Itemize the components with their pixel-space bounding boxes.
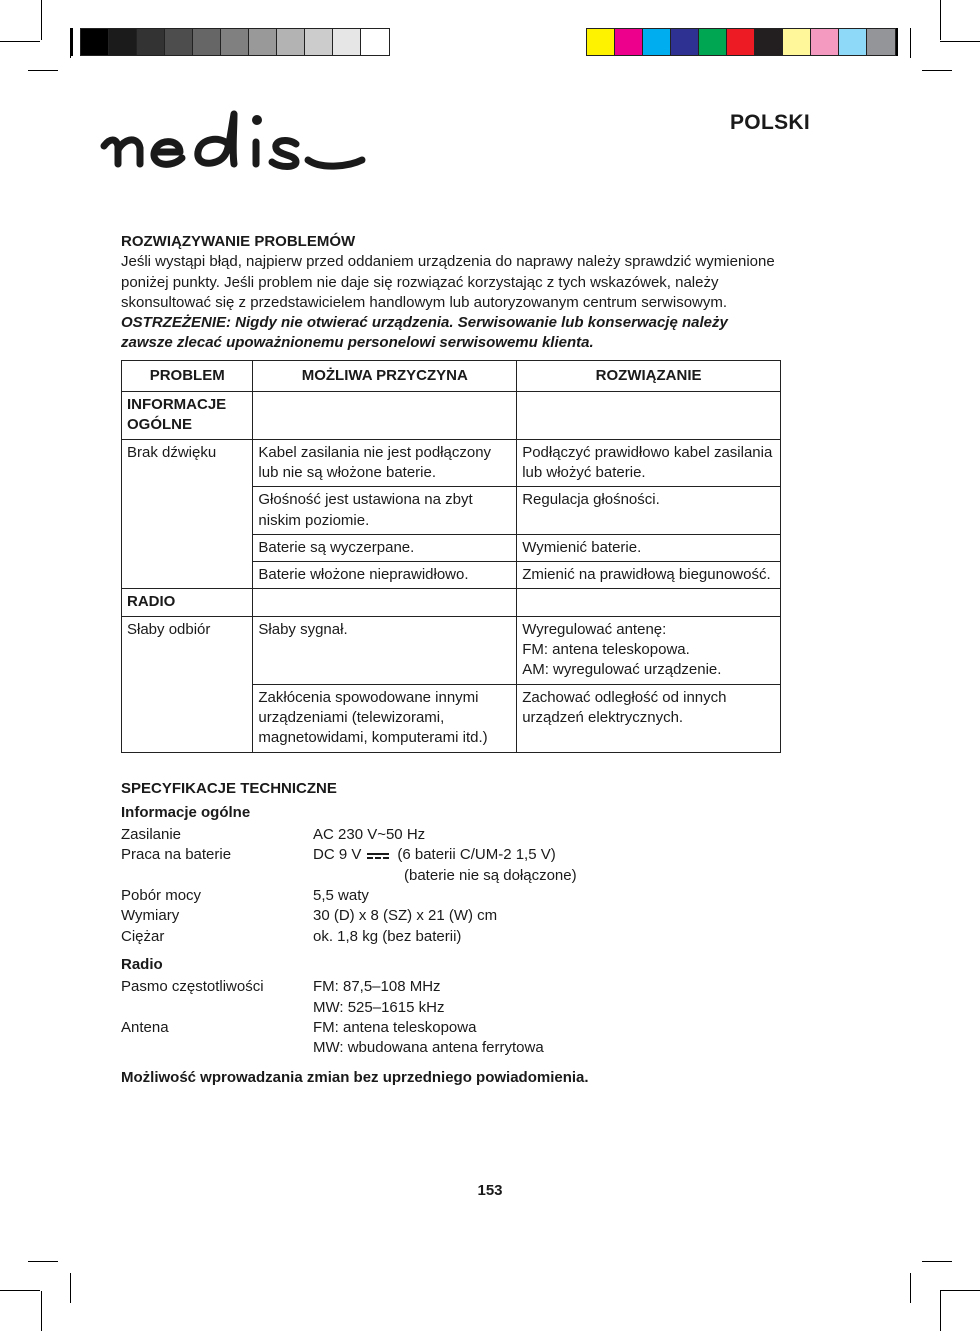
solution-cell: Regulacja głośności. [517,487,781,535]
crop-mark [940,0,941,40]
color-swatch [109,29,137,55]
spec-value: 5,5 waty [313,887,369,905]
spec-value: ok. 1,8 kg (bez baterii) [313,927,462,945]
table-row [122,616,781,684]
spec-label: Pobór mocy [121,887,202,905]
crop-mark [940,1291,941,1331]
color-swatch [221,29,249,55]
color-swatch [277,29,305,55]
spec-row [121,927,781,947]
register-line [71,28,73,56]
cause-cell: Kabel zasilania nie jest podłączony lub nie są włożone baterie. [253,439,517,487]
spec-value: MW: 525–1615 kHz [313,998,445,1016]
color-swatch [193,29,221,55]
section-general: INFORMACJE OGÓLNE [122,392,253,440]
header-problem: PROBLEM [122,360,253,391]
color-swatch [755,29,783,55]
crop-mark [922,70,952,71]
cause-cell: Słaby sygnał. [253,616,517,684]
spec-row [121,886,781,906]
crop-mark [922,1261,952,1262]
header-cause: MOŻLIWA PRZYCZYNA [253,360,517,391]
table-header-row [122,360,781,391]
color-swatch [839,29,867,55]
color-swatch [671,29,699,55]
color-swatch [587,29,615,55]
spec-row [121,825,781,845]
main-content [121,232,781,1104]
crop-mark [28,70,58,71]
solution-line: Wyregulować antenę: [522,620,667,638]
cause-cell: Baterie są wyczerpane. [253,534,517,561]
problem-weak-reception: Słaby odbiór [122,616,253,752]
crop-mark [910,28,911,58]
crop-mark [41,1291,42,1331]
spec-detail: (baterie nie są dołączone) [404,866,577,884]
color-swatch [333,29,361,55]
specifications [121,779,781,1089]
solution-cell: Zmienić na prawidłową biegunowość. [517,562,781,589]
crop-mark [41,0,42,40]
crop-mark [70,1273,71,1303]
spec-label: Ciężar [121,927,165,945]
solution-cell [517,616,781,684]
spec-value: FM: 87,5–108 MHz [313,978,441,996]
page-number: 153 [477,1182,503,1199]
spec-label: Wymiary [121,907,180,925]
color-swatch [699,29,727,55]
spec-row [121,1018,781,1059]
color-swatch [361,29,389,55]
crop-mark [910,1273,911,1303]
color-swatch [615,29,643,55]
solution-cell: Podłączyć prawidłowo kabel zasilania lub włożyć baterie. [517,439,781,487]
color-swatch [305,29,333,55]
color-swatch [137,29,165,55]
color-swatch [643,29,671,55]
crop-mark [0,41,40,42]
grayscale-bar [80,28,390,56]
specs-general-title: Informacje ogólne [121,803,251,821]
table-row [122,392,781,440]
crop-mark [0,1290,40,1291]
crop-mark [940,41,980,42]
crop-mark [940,1290,980,1291]
spec-value: AC 230 V~50 Hz [313,826,426,844]
solution-line: FM: antena teleskopowa. [522,641,690,659]
color-swatch [783,29,811,55]
color-swatch [165,29,193,55]
color-swatch [867,29,895,55]
spec-value: 30 (D) x 8 (SZ) x 21 (W) cm [313,907,498,925]
dc-symbol-icon [367,852,389,860]
spec-value: MW: wbudowana antena ferrytowa [313,1039,544,1057]
spec-row [121,977,781,1018]
color-swatch [81,29,109,55]
troubleshooting-intro: Jeśli wystąpi błąd, najpierw przed oddaniem urządzenia do naprawy należy sprawdzić wymienione poniżej punkty. Jeśli problem nie daje się rozwiązać korzystając z tych wskazówek, należy skonsultować się z przedstawicielem handlowym lub autoryzowanym centrum serwisowym. [121,253,775,311]
specs-title: SPECYFIKACJE TECHNICZNE [121,779,337,797]
solution-line: AM: wyregulować urządzenie. [522,661,722,679]
color-bar [586,28,896,56]
cause-cell: Zakłócenia spowodowane innymi urządzeniami (telewizorami, magnetowidami, komputerami itd.) [253,684,517,752]
troubleshooting-table [121,360,781,753]
color-swatch [727,29,755,55]
troubleshooting-title: ROZWIĄZYWANIE PROBLEMÓW [121,233,356,250]
spec-row [121,845,781,886]
spec-label: Zasilanie [121,826,182,844]
header-solution: ROZWIĄZANIE [517,360,781,391]
specs-radio-title: Radio [121,955,163,973]
spec-value: FM: antena teleskopowa [313,1018,477,1036]
spec-row [121,906,781,926]
solution-cell: Wymienić baterie. [517,534,781,561]
color-swatch [249,29,277,55]
change-notice: Możliwość wprowadzania zmian bez uprzedniego powiadomienia. [121,1069,589,1087]
table-row [122,439,781,487]
register-line [896,28,898,56]
spec-value: DC 9 V [313,846,362,864]
section-radio: RADIO [122,589,253,616]
solution-cell: Zachować odległość od innych urządzeń elektrycznych. [517,684,781,752]
problem-no-sound: Brak dźwięku [122,439,253,589]
cause-cell: Głośność jest ustawiona na zbyt niskim poziomie. [253,487,517,535]
spec-label: Pasmo częstotliwości [121,978,264,996]
language-label: POLSKI [730,111,810,134]
spec-label: Antena [121,1018,169,1036]
spec-label: Praca na baterie [121,846,232,864]
cause-cell: Baterie włożone nieprawidłowo. [253,562,517,589]
spec-detail: (6 baterii C/UM-2 1,5 V) [397,846,556,864]
color-swatch [811,29,839,55]
warning-text: OSTRZEŻENIE: Nigdy nie otwierać urządzenia. Serwisowanie lub konserwację należy zawsze zlecać upoważnionemu personelowi serwisowemu klienta. [121,314,728,352]
nedis-logo [100,100,370,180]
table-row [122,589,781,616]
crop-mark [28,1261,58,1262]
